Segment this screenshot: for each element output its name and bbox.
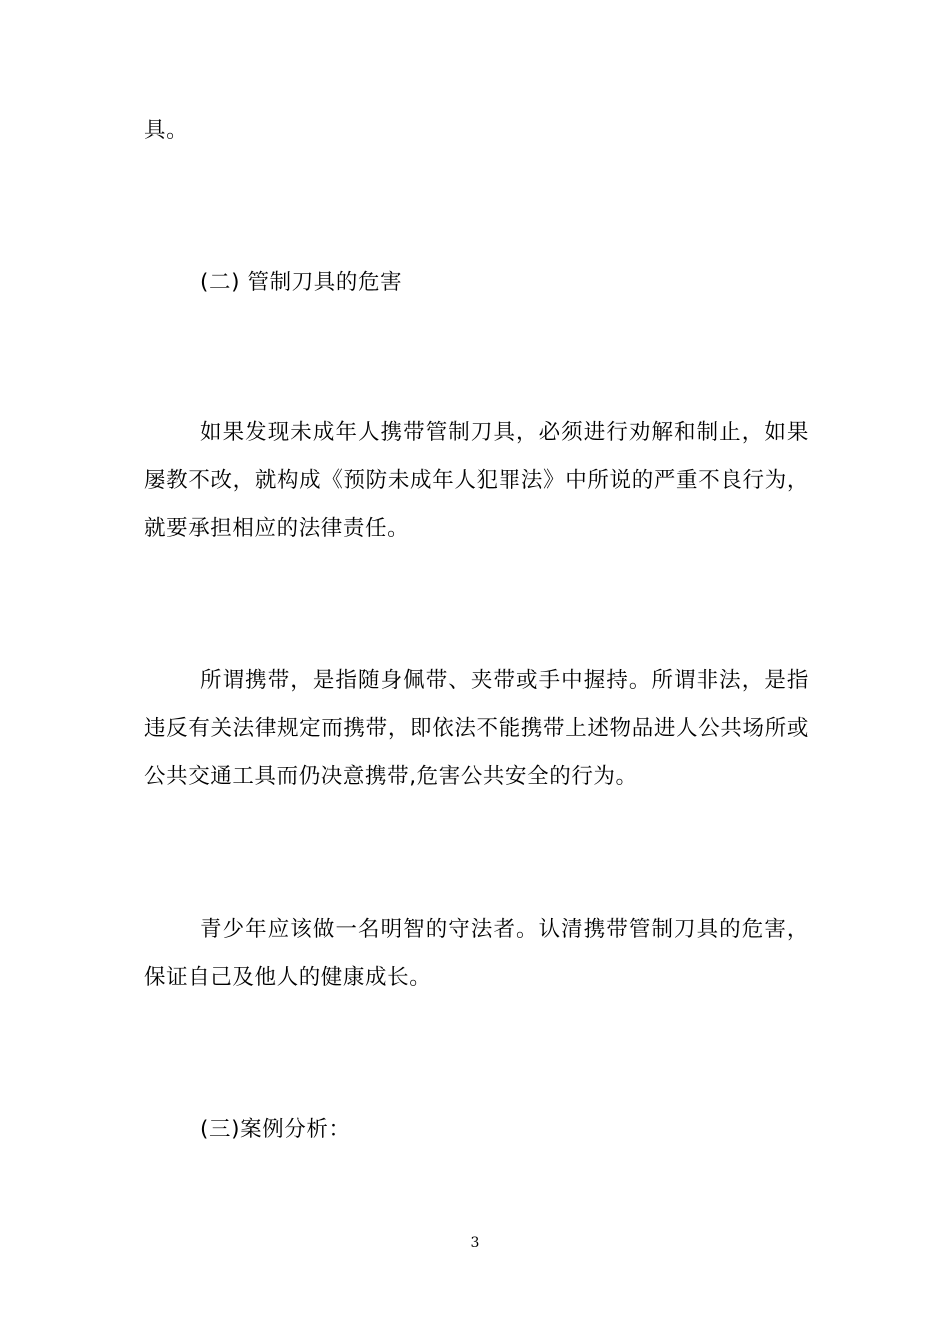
section-heading-3: (三)案例分析： [200,1117,351,1142]
paragraph-continuation: 具。 [144,118,189,143]
page-number: 3 [470,1235,480,1251]
paragraph-youth: 青少年应该做一名明智的守法者。认清携带管制刀具的危害，保证自己及他人的健康成长。 [144,917,809,990]
paragraph-definition: 所谓携带，是指随身佩带、夹带或手中握持。所谓非法，是指违反有关法律规定而携带，即依法不能携带上述物品进人公共场所或公共交通工具而仍决意携带,危害公共安全的行为。 [144,668,809,789]
paragraph-minors-carrying: 如果发现未成年人携带管制刀具，必须进行劝解和制止，如果屡教不改，就构成《预防未成年人犯罪法》中所说的严重不良行为，就要承担相应的法律责任。 [144,420,809,541]
section-heading-2: (二) 管制刀具的危害 [200,270,403,295]
